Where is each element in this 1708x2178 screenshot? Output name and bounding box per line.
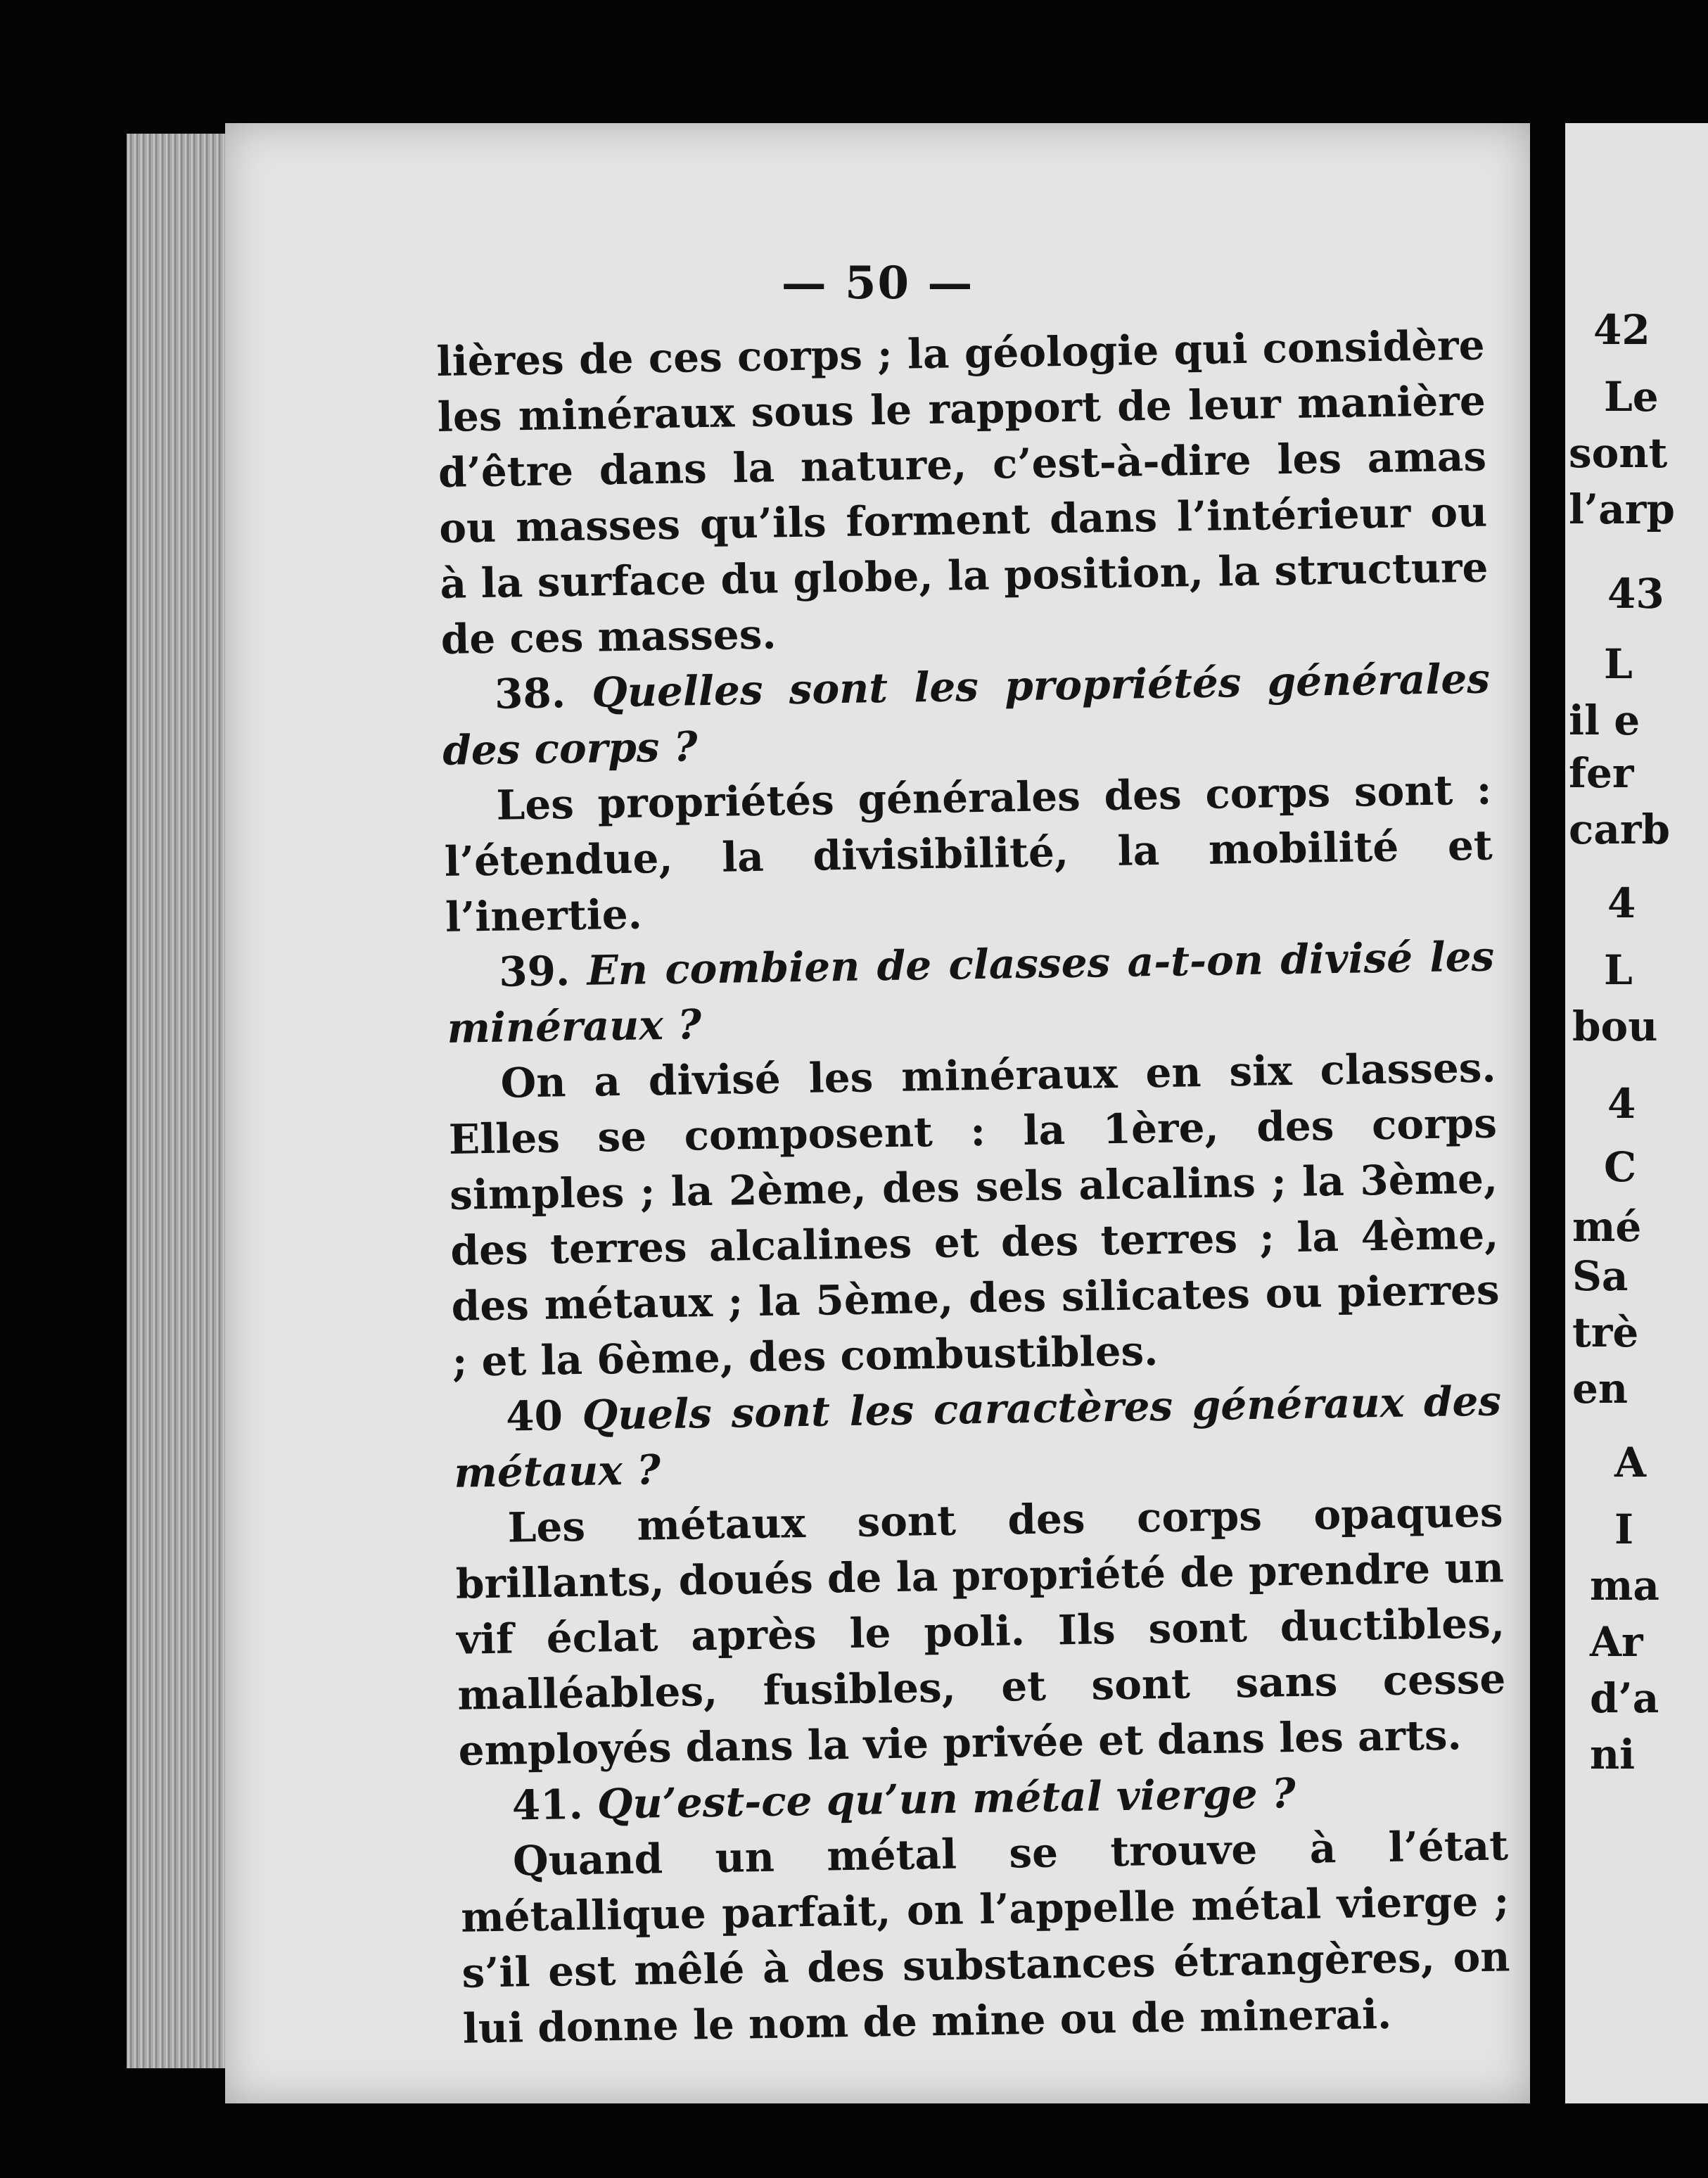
book-page [225,123,1530,2103]
next-page-fragment: L [1604,640,1633,688]
page-edges [127,134,239,2068]
next-page-fragment: 43 [1607,570,1664,618]
next-page-fragment: fer [1569,749,1634,797]
next-page-fragment: Sa [1572,1252,1629,1300]
next-page-fragment: A [1614,1439,1647,1486]
question-38: 38. Quelles sont les propriétés générales des corps ? [442,654,1491,775]
answer-38: Les propriétés générales des corps sont : l’étendue, la divisibilité, la mobilité et l’inertie. [444,765,1493,941]
next-page-fragment: C [1604,1143,1637,1191]
next-page-fragment: mé [1572,1203,1642,1251]
answer-41: Quand un métal se trouve à l’état métallique parfait, on l’appelle métal vierge ; s’il est mêlé à des substances étrangères, on lui donne le nom de mine ou de minerai. [460,1821,1510,2053]
next-page-fragment: sont [1569,429,1668,477]
next-page-fragment: I [1614,1505,1634,1553]
next-page-fragment: en [1572,1365,1629,1413]
answer-40: Les métaux sont des corps opaques brillants, doués de la propriété de prendre un vif éclat après le poli. Ils sont ductibles, malléables, fusibles, et sont sans cesse employés dans la vie privée et dans les arts. [455,1488,1506,1775]
next-page-fragment: ma [1590,1562,1659,1610]
next-page-fragment: ni [1590,1731,1636,1778]
answer-39: On a divisé les minéraux en six classes. Elles se composent : la 1ère, des corps simples ; la 2ème, des sels alcalins ; la 3ème, des terres alcalines et des terres ; la 4ème, des métaux ; la 5ème, des silicates ou pierres ; et la 6ème, des combustibles. [448,1043,1500,1386]
page-text [436,318,1511,2057]
next-page-fragment: trè [1572,1308,1639,1356]
next-page-fragment: il e [1569,696,1640,744]
next-page-fragment: bou [1572,1002,1658,1050]
paragraph: lières de ces corps ; la géologie qui considère les minéraux sous le rapport de leur manière d’être dans la nature, c’est-à-dire les amas ou masses qu’ils forment dans l’intérieur ou à la surface du globe, la position, la structure de ces masses. [436,321,1489,663]
page-number: — 50 — [781,257,974,310]
next-page-fragment: Le [1604,373,1659,421]
next-page-fragment: 42 [1593,306,1650,354]
next-page-fragment: 4 [1607,879,1636,927]
question-39: 39. En combien de classes a-t-on divisé les minéraux ? [446,932,1495,1052]
next-page-fragment: 4 [1607,1080,1636,1128]
book-gutter [1530,120,1569,2110]
next-page-fragment: d’a [1590,1674,1659,1722]
next-page-fragment: l’arp [1569,485,1675,533]
next-page-fragment: carb [1569,805,1671,853]
question-40: 40 Quels sont les caractères généraux des métaux ? [453,1377,1502,1497]
next-page-fragment: Ar [1590,1618,1643,1666]
next-page-edge [1565,123,1708,2103]
question-41: 41. Qu’est-ce qu’un métal vierge ? [511,1769,1296,1830]
next-page-fragment: L [1604,946,1633,994]
